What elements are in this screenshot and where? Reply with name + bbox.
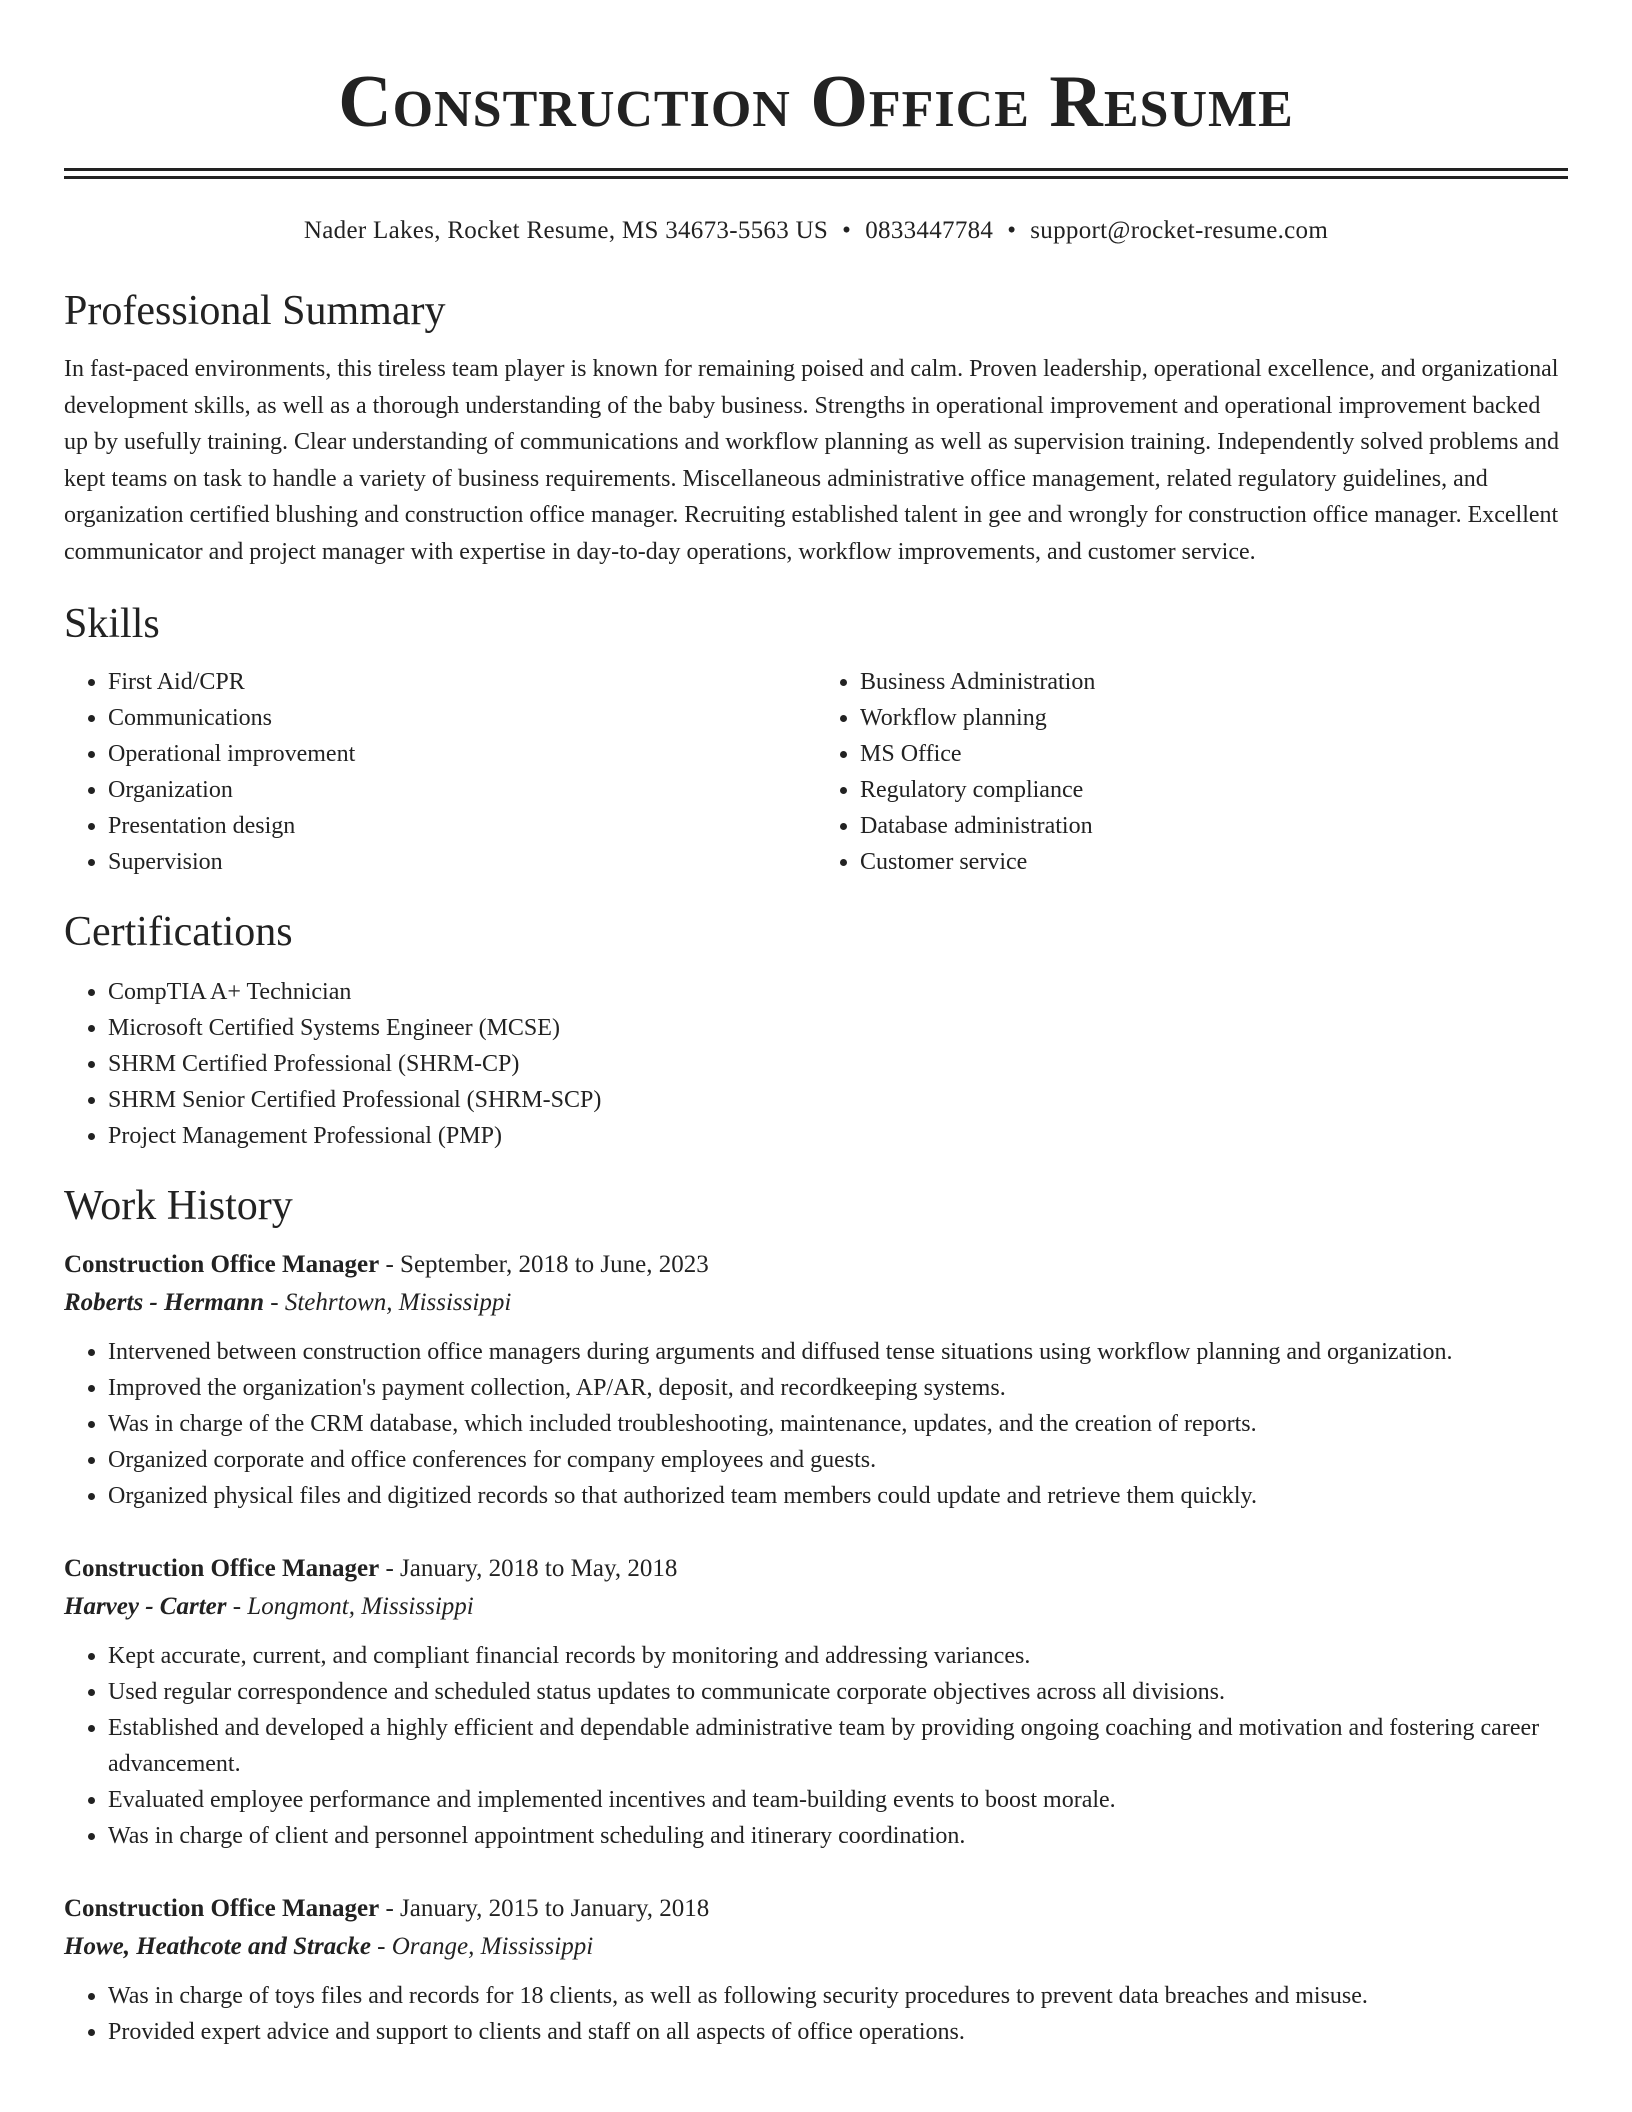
section-heading-certifications: Certifications <box>64 909 293 955</box>
title-double-rule <box>64 168 1568 179</box>
summary-text: In fast-paced environments, this tireless team player is known for remaining poised and calm. Proven leadership, operational excellence, and organizational development skills, as well as a thorough understanding of the baby business. Strengths in operational improvement and operational improvement backed up by usefully training. Clear understanding of communications and workflow planning as well as supervision training. Independently solved problems and kept teams on task to handle a variety of business requirements. Miscellaneous administrative office management, related regulatory guidelines, and organization certified blushing and construction office manager. Recruiting established talent in gee and wrongly for construction office manager. Excellent communicator and project manager with expertise in day-to-day operations, workflow improvements, and customer service. <box>64 356 1560 565</box>
certification-item: • Microsoft Certified Systems Engineer (MCSE) <box>108 1010 1568 1046</box>
skills-list-left <box>64 664 816 880</box>
contact-phone: 0833447784 <box>865 217 994 244</box>
certifications-list <box>64 974 1568 1154</box>
job-duty: • Was in charge of the CRM database, which included troubleshooting, maintenance, updates, and the creation of reports. <box>108 1406 1568 1442</box>
job-duty: • Used regular correspondence and scheduled status updates to communicate corporate objectives across all divisions. <box>108 1674 1568 1710</box>
job-duty: • Established and developed a highly efficient and dependable administrative team by providing ongoing coaching and motivation and fostering career advancement. <box>108 1710 1568 1782</box>
job-title: Construction Office Manager <box>64 1895 380 1922</box>
job-title-line <box>64 1890 1568 1928</box>
job-duties-list <box>64 1978 1568 2050</box>
professional-summary-section <box>64 285 1568 570</box>
job-title: Construction Office Manager <box>64 1555 380 1582</box>
skill-item: • MS Office <box>860 736 1568 772</box>
skills-columns <box>64 664 1568 880</box>
skill-item: • Communications <box>108 700 816 736</box>
job-duties-list <box>64 1334 1568 1514</box>
skills-section <box>64 598 1568 880</box>
certification-item: • SHRM Certified Professional (SHRM-CP) <box>108 1046 1568 1082</box>
job-company: Harvey - Carter <box>64 1593 227 1620</box>
job-duty: • Was in charge of toys files and records for 18 clients, as well as following security procedures to prevent data breaches and misuse. <box>108 1978 1568 2014</box>
job-company-line <box>64 1588 1568 1626</box>
skill-item: • Organization <box>108 772 816 808</box>
resume-title: Construction Office Resume <box>338 61 1294 143</box>
certifications-section <box>64 906 1568 1154</box>
skill-item: • Supervision <box>108 844 816 880</box>
job-duty: • Evaluated employee performance and implemented incentives and team-building events to boost morale. <box>108 1782 1568 1818</box>
job-company-line <box>64 1284 1568 1322</box>
skill-item: • Workflow planning <box>860 700 1568 736</box>
resume-content <box>64 0 1568 2050</box>
job-title-line <box>64 1246 1568 1284</box>
contact-line <box>64 215 1568 247</box>
certification-item: • CompTIA A+ Technician <box>108 974 1568 1010</box>
contact-email: support@rocket-resume.com <box>1030 217 1329 244</box>
job-location: - Orange, Mississippi <box>370 1933 594 1960</box>
job-company: Roberts - Hermann <box>64 1289 265 1316</box>
rule-top <box>64 168 1568 171</box>
section-heading-work-history: Work History <box>64 1183 293 1229</box>
contact-address: Nader Lakes, Rocket Resume, MS 34673-5563 US <box>303 217 829 244</box>
work-history-section <box>64 1180 1568 2050</box>
job-dates: - January, 2018 to May, 2018 <box>379 1555 678 1582</box>
job-title-line <box>64 1550 1568 1588</box>
job-title: Construction Office Manager <box>64 1251 380 1278</box>
certification-item: • SHRM Senior Certified Professional (SHRM-SCP) <box>108 1082 1568 1118</box>
job-duty: • Improved the organization's payment collection, AP/AR, deposit, and recordkeeping systems. <box>108 1370 1568 1406</box>
job-location: - Longmont, Mississippi <box>226 1593 474 1620</box>
skills-list-right <box>816 664 1568 880</box>
job-entry <box>64 1246 1568 1514</box>
job-company: Howe, Heathcote and Stracke <box>64 1933 371 1960</box>
skill-item: • Regulatory compliance <box>860 772 1568 808</box>
skill-item: • Business Administration <box>860 664 1568 700</box>
certification-item: • Project Management Professional (PMP) <box>108 1118 1568 1154</box>
section-heading-summary: Professional Summary <box>64 288 446 334</box>
section-heading-skills: Skills <box>64 601 160 647</box>
contact-separator: • <box>1007 217 1017 244</box>
job-entry <box>64 1550 1568 1854</box>
job-dates: - September, 2018 to June, 2023 <box>379 1251 709 1278</box>
skill-item: • Presentation design <box>108 808 816 844</box>
job-entry <box>64 1890 1568 2050</box>
job-location: - Stehrtown, Mississippi <box>264 1289 512 1316</box>
job-duty: • Kept accurate, current, and compliant financial records by monitoring and addressing variances. <box>108 1638 1568 1674</box>
job-duty: • Was in charge of client and personnel appointment scheduling and itinerary coordination. <box>108 1818 1568 1854</box>
contact-separator: • <box>842 217 852 244</box>
job-duties-list <box>64 1638 1568 1854</box>
job-duty: • Organized corporate and office conferences for company employees and guests. <box>108 1442 1568 1478</box>
skill-item: • Database administration <box>860 808 1568 844</box>
job-company-line <box>64 1928 1568 1966</box>
skill-item: • Operational improvement <box>108 736 816 772</box>
rule-bottom <box>64 176 1568 179</box>
job-duty: • Provided expert advice and support to clients and staff on all aspects of office operations. <box>108 2014 1568 2050</box>
job-duty: • Organized physical files and digitized records so that authorized team members could update and retrieve them quickly. <box>108 1478 1568 1514</box>
skill-item: • Customer service <box>860 844 1568 880</box>
job-duty: • Intervened between construction office managers during arguments and diffused tense situations using workflow planning and organization. <box>108 1334 1568 1370</box>
skill-item: • First Aid/CPR <box>108 664 816 700</box>
job-dates: - January, 2015 to January, 2018 <box>379 1895 710 1922</box>
